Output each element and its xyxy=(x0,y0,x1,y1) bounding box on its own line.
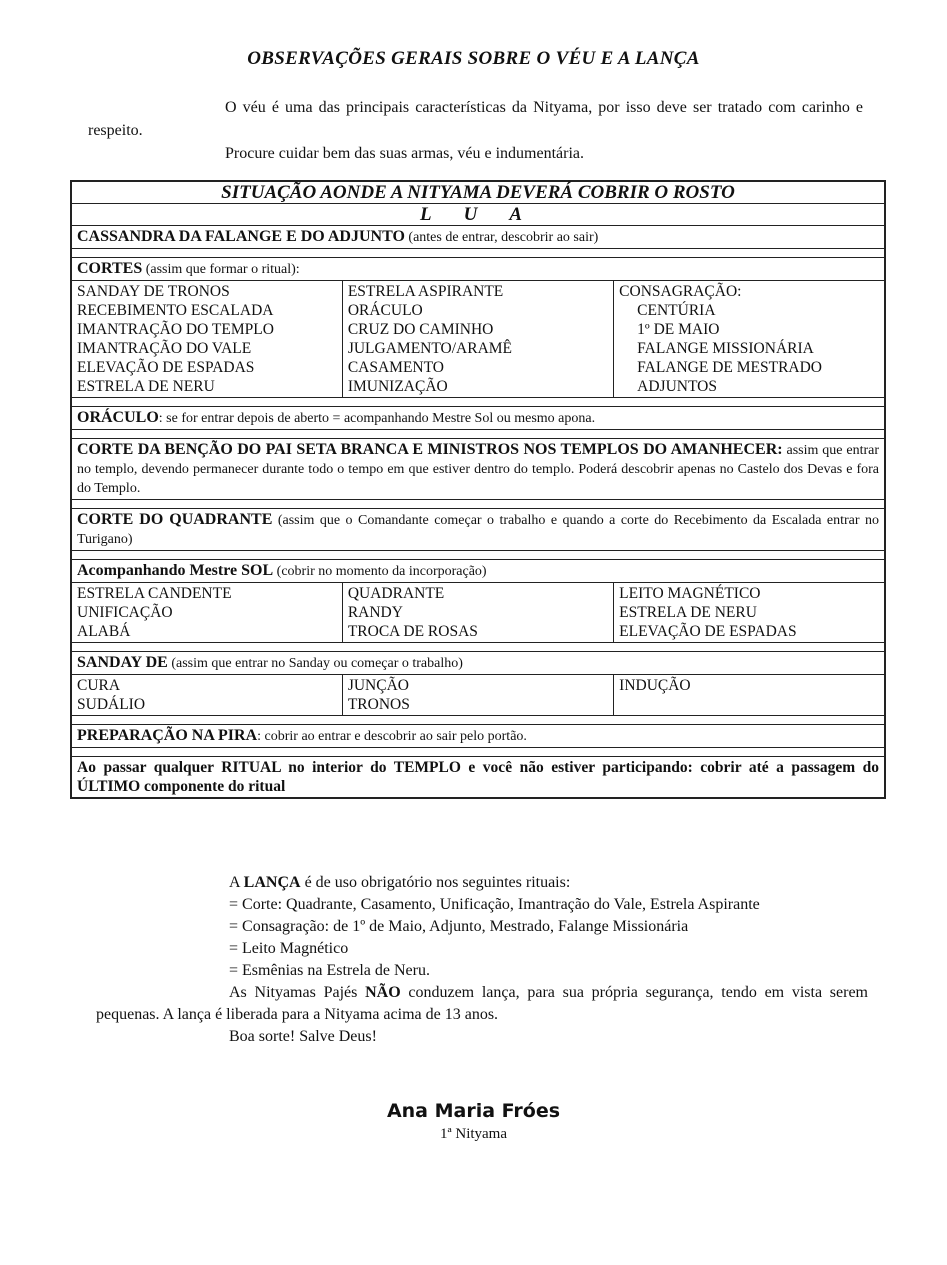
cassandra-note: (antes de entrar, descobrir ao sair) xyxy=(408,230,599,245)
intro-paragraph-1: O véu é uma das principais características da Nityama, por isso deve ser tratado com carinho e respeito. xyxy=(88,99,863,139)
list-item: RANDY xyxy=(347,604,403,621)
pira-label: PREPARAÇÃO NA PIRA xyxy=(77,727,258,744)
lanca-intro-a: A xyxy=(229,874,244,891)
list-item: INDUÇÃO xyxy=(619,677,691,694)
sanday-note: (assim que entrar no Sanday ou começar o trabalho) xyxy=(171,656,463,671)
pajes-bold: NÃO xyxy=(365,984,401,1001)
row-corte-bencao xyxy=(71,439,885,500)
list-item: ESTRELA ASPIRANTE xyxy=(347,283,504,300)
sanday-label: SANDAY DE xyxy=(77,654,168,671)
veil-situations-table xyxy=(70,180,886,799)
mestre-sol-label: Acompanhando Mestre SOL xyxy=(77,562,274,579)
mestre-sol-note: (cobrir no momento da incorporação) xyxy=(276,564,487,579)
cortes-column-3 xyxy=(614,281,885,398)
pira-note: : cobrir ao entrar e descobrir ao sair pelo portão. xyxy=(257,729,527,744)
sanday-column-2 xyxy=(342,675,613,716)
lanca-item: = Consagração: de 1º de Maio, Adjunto, Mestrado, Falange Missionária xyxy=(229,918,689,935)
intro-block xyxy=(88,96,863,165)
row-cortes-header xyxy=(71,258,885,281)
signature-name: Ana Maria Fróes xyxy=(386,1100,561,1122)
lanca-section xyxy=(96,872,868,1048)
mestre-sol-column-2 xyxy=(342,583,613,643)
list-item: ORÁCULO xyxy=(347,302,423,319)
corte-bencao-label: CORTE DA BENÇÃO DO PAI SETA BRANCA E MINISTROS NOS TEMPLOS DO AMANHECER: xyxy=(77,441,783,458)
list-item: IMANTRAÇÃO DO TEMPLO xyxy=(77,321,274,338)
list-item: CENTÚRIA xyxy=(637,302,716,319)
row-cassandra xyxy=(71,226,885,249)
signature-role: 1ª Nityama xyxy=(439,1126,508,1142)
intro-paragraph-2: Procure cuidar bem das suas armas, véu e indumentária. xyxy=(225,145,584,162)
list-item: TRONOS xyxy=(347,696,410,713)
cortes-label: CORTES xyxy=(77,260,143,277)
lanca-intro-rest: é de uso obrigatório nos seguintes rituais: xyxy=(300,874,571,891)
table-subheading-lua: L U A xyxy=(71,204,885,226)
lanca-pajes xyxy=(96,982,868,1026)
list-item: ESTRELA DE NERU xyxy=(619,604,757,621)
list-item: UNIFICAÇÃO xyxy=(77,604,173,621)
row-cortes-list xyxy=(71,281,885,398)
sanday-column-1 xyxy=(71,675,342,716)
corte-quadrante-label: CORTE DO QUADRANTE xyxy=(77,511,273,528)
row-mestre-sol-list xyxy=(71,583,885,643)
cortes-column-2 xyxy=(342,281,613,398)
signature-block xyxy=(0,1100,947,1143)
corte-quadrante-note: (assim que o Comandante começar o trabalho e quando a corte do Recebimento da Escalada entrar no Turigano) xyxy=(77,513,880,547)
list-item: CURA xyxy=(77,677,121,694)
consagracao-heading: CONSAGRAÇÃO: xyxy=(619,283,742,300)
list-item: ESTRELA CANDENTE xyxy=(77,585,232,602)
list-item: CRUZ DO CAMINHO xyxy=(347,321,494,338)
mestre-sol-column-1 xyxy=(71,583,342,643)
list-item: ELEVAÇÃO DE ESPADAS xyxy=(619,623,797,640)
list-item: 1º DE MAIO xyxy=(637,321,720,338)
pajes-a: As Nityamas Pajés xyxy=(229,984,366,1001)
lanca-intro-bold: LANÇA xyxy=(243,874,301,891)
row-corte-quadrante xyxy=(71,509,885,551)
list-item: JUNÇÃO xyxy=(347,677,409,694)
cassandra-label: CASSANDRA DA FALANGE E DO ADJUNTO xyxy=(77,228,405,245)
list-item: RECEBIMENTO ESCALADA xyxy=(77,302,274,319)
list-item: FALANGE DE MESTRADO xyxy=(637,359,823,376)
mestre-sol-column-3 xyxy=(614,583,885,643)
cortes-column-1 xyxy=(71,281,342,398)
list-item: ADJUNTOS xyxy=(637,378,717,395)
lanca-closing: Boa sorte! Salve Deus! xyxy=(229,1028,377,1045)
list-item: TROCA DE ROSAS xyxy=(347,623,478,640)
oraculo-note: : se for entrar depois de aberto = acompanhando Mestre Sol ou mesmo apona. xyxy=(158,411,596,426)
list-item: FALANGE MISSIONÁRIA xyxy=(637,340,814,357)
row-sanday-header xyxy=(71,652,885,675)
lanca-intro xyxy=(96,872,868,894)
row-ritual: Ao passar qualquer RITUAL no interior do TEMPLO e você não estiver participando: cobrir até a passagem do ÚLTIMO componente do ritual xyxy=(71,757,885,799)
table-heading: SITUAÇÃO AONDE A NITYAMA DEVERÁ COBRIR O ROSTO xyxy=(71,181,885,204)
lanca-item: = Corte: Quadrante, Casamento, Unificação, Imantração do Vale, Estrela Aspirante xyxy=(229,896,760,913)
lanca-item: = Leito Magnético xyxy=(229,940,349,957)
lanca-item: = Esmênias na Estrela de Neru. xyxy=(229,962,430,979)
list-item: ALABÁ xyxy=(77,623,131,640)
row-mestre-sol-header xyxy=(71,560,885,583)
page-title: OBSERVAÇÕES GERAIS SOBRE O VÉU E A LANÇA xyxy=(247,48,700,69)
sanday-column-3 xyxy=(614,675,885,716)
row-sanday-list xyxy=(71,675,885,716)
list-item: SUDÁLIO xyxy=(77,696,146,713)
list-item: LEITO MAGNÉTICO xyxy=(619,585,761,602)
list-item: IMUNIZAÇÃO xyxy=(347,378,448,395)
row-pira xyxy=(71,725,885,748)
oraculo-label: ORÁCULO xyxy=(77,409,159,426)
list-item: ESTRELA DE NERU xyxy=(77,378,215,395)
list-item: ELEVAÇÃO DE ESPADAS xyxy=(77,359,255,376)
cortes-note: (assim que formar o ritual): xyxy=(145,262,300,277)
list-item: IMANTRAÇÃO DO VALE xyxy=(77,340,252,357)
list-item: SANDAY DE TRONOS xyxy=(77,283,230,300)
list-item: CASAMENTO xyxy=(347,359,444,376)
list-item: QUADRANTE xyxy=(347,585,445,602)
corte-bencao-note: assim que entrar no templo, devendo permanecer durante todo o tempo em que estiver dentro do templo. Poderá descobrir apenas no Castelo dos Devas e fora do Templo. xyxy=(77,443,880,496)
row-oraculo xyxy=(71,407,885,430)
pajes-rest: conduzem lança, para sua própria segurança, tendo em vista serem pequenas. A lança é liberada para a Nityama acima de 13 anos. xyxy=(96,984,868,1023)
list-item: JULGAMENTO/ARAMÊ xyxy=(347,340,513,357)
